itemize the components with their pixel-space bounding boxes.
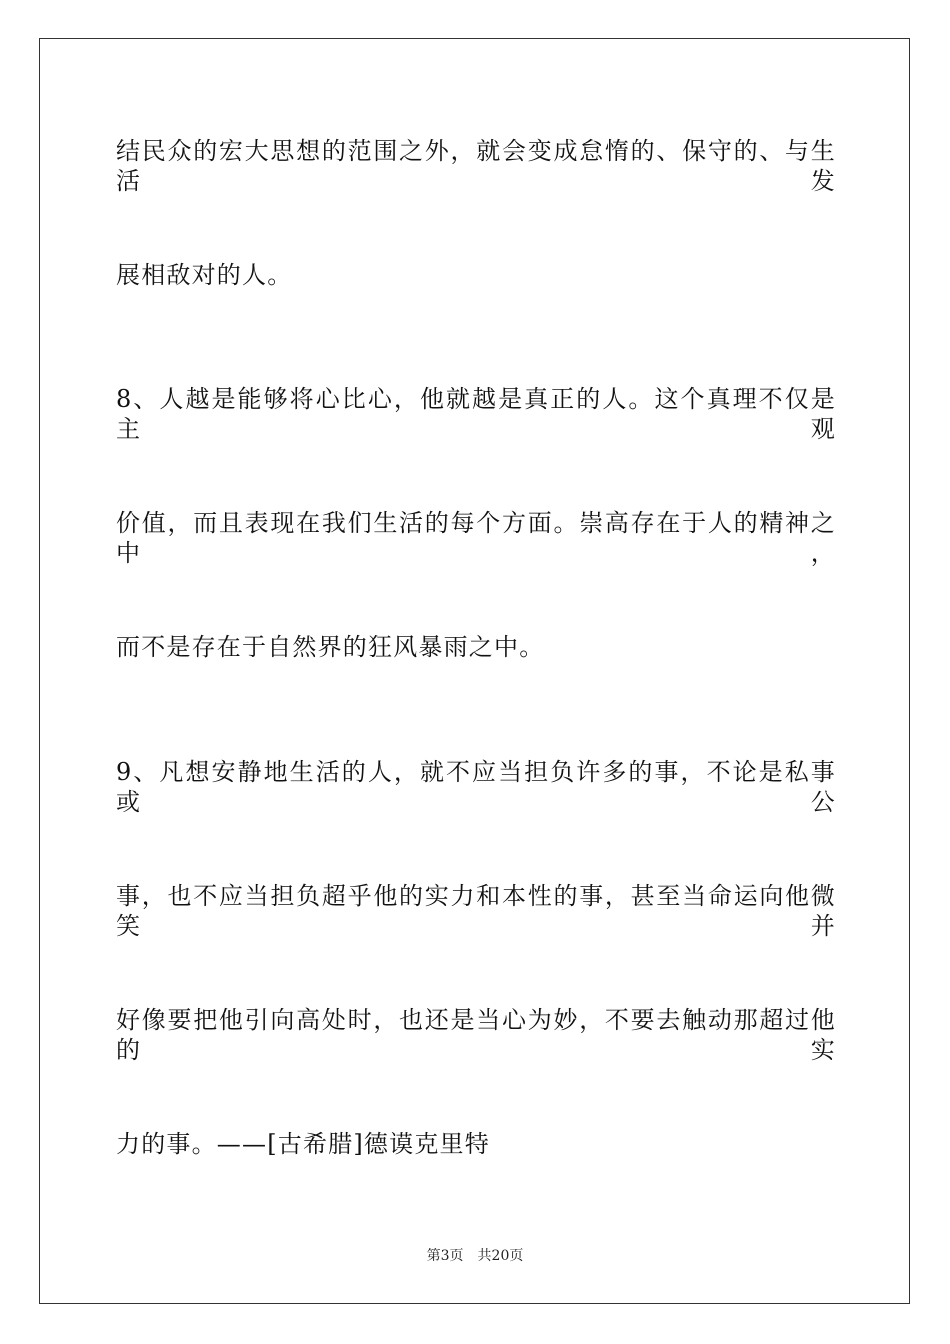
paragraph-line: 而不是存在于自然界的狂风暴雨之中。 [116,633,545,661]
paragraph-line: 结民众的宏大思想的范围之外，就会变成怠惰的、保守的、与生活发 [116,137,836,195]
paragraph-line: 8、人越是能够将心比心，他就越是真正的人。这个真理不仅是主观 [116,385,836,443]
paragraph-line: 价值，而且表现在我们生活的每个方面。崇高存在于人的精神之中， [116,509,836,567]
paragraph-line: 展相敌对的人。 [116,261,293,289]
page-border [39,38,910,1304]
paragraph-line: 好像要把他引向高处时，也还是当心为妙，不要去触动那超过他的实 [116,1006,836,1064]
paragraph-line: 9、凡想安静地生活的人，就不应当担负许多的事，不论是私事或公 [116,758,836,816]
paragraph-line: 力的事。——[古希腊]德谟克里特 [116,1130,490,1158]
page-number: 第3页 [426,1248,464,1264]
page-footer [0,1246,950,1266]
total-pages: 共20页 [477,1248,524,1264]
paragraph-line: 事，也不应当担负超乎他的实力和本性的事，甚至当命运向他微笑并 [116,882,836,940]
